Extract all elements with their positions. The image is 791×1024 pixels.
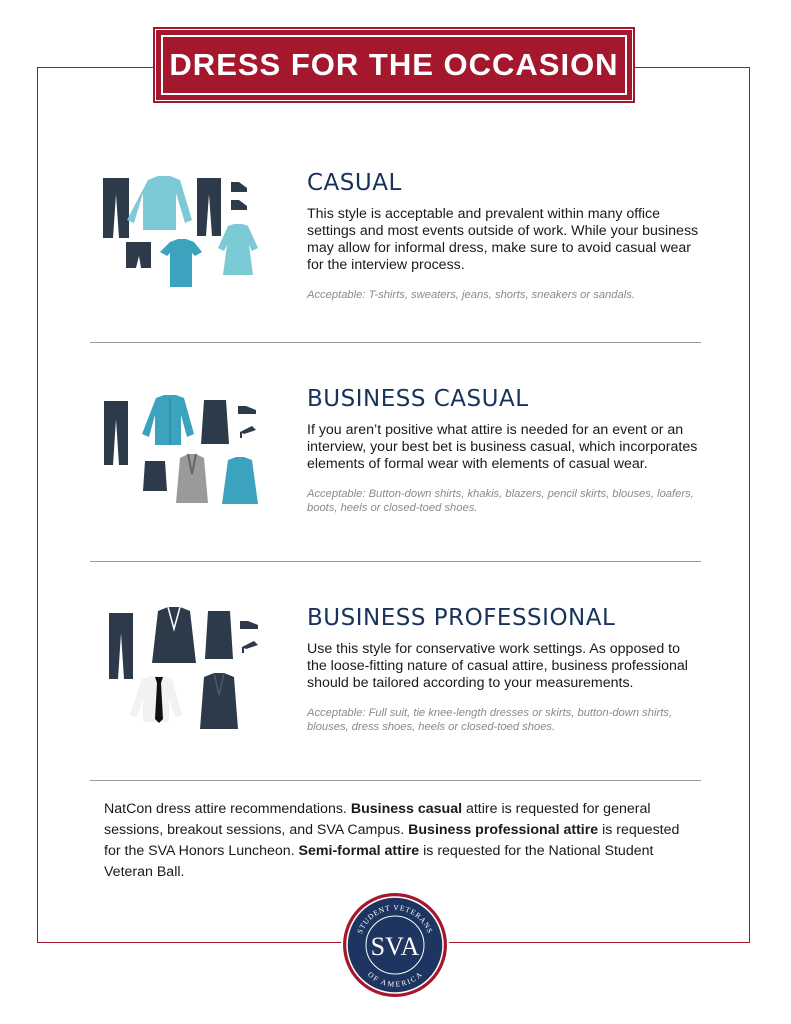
title-banner-inner bbox=[156, 30, 632, 100]
blazer-icon bbox=[176, 454, 208, 503]
note-text: is requested for the SVA Honors Luncheon. bbox=[104, 822, 680, 859]
pencil-skirt-icon bbox=[143, 461, 167, 491]
note-bold: Business casual bbox=[350, 801, 463, 817]
page-title: DRESS FOR THE OCCASION bbox=[169, 47, 619, 82]
section-acceptable: Acceptable: T-shirts, sweaters, jeans, shorts, sneakers or sandals. bbox=[307, 289, 635, 301]
section-divider bbox=[90, 780, 701, 781]
section-acceptable: Acceptable: Button-down shirts, khakis, blazers, pencil skirts, blouses, loafers, boots, heels or closed-toed shoes. bbox=[307, 488, 694, 514]
section-divider bbox=[90, 342, 701, 343]
section-heading: BUSINESS PROFESSIONAL bbox=[307, 605, 616, 631]
seal-top-text: STUDENT VETERANS bbox=[355, 902, 435, 935]
heel-icon bbox=[240, 426, 256, 438]
attire-recommendations-note bbox=[104, 799, 694, 883]
seal-center-text: SVA bbox=[370, 932, 420, 961]
section-casual-text bbox=[307, 170, 702, 302]
section-body: Use this style for conservative work settings. As opposed to the loose-fitting nature of casual attire, business professional should be tailored according to your measurements. bbox=[307, 641, 688, 691]
tshirt-icon bbox=[160, 239, 202, 287]
dress-shirt-icon bbox=[130, 676, 182, 723]
button-down-shirt-icon bbox=[142, 395, 194, 445]
suit-jacket-icon bbox=[152, 607, 196, 663]
heel-icon bbox=[242, 641, 258, 653]
blouse-icon bbox=[222, 457, 258, 504]
blouse-icon bbox=[218, 224, 258, 275]
business-professional-clothing-illustration bbox=[100, 605, 260, 735]
title-banner bbox=[153, 27, 635, 103]
skirt-icon bbox=[205, 611, 233, 659]
skirt-icon bbox=[201, 400, 229, 444]
sva-seal-logo bbox=[340, 890, 450, 1000]
suit-jacket-icon bbox=[200, 673, 238, 729]
suit-pants-icon bbox=[109, 613, 133, 679]
section-heading: CASUAL bbox=[307, 170, 402, 196]
note-bold: Business professional attire bbox=[408, 822, 599, 838]
section-business-casual-text bbox=[307, 386, 702, 515]
shorts-icon bbox=[126, 242, 151, 268]
jeans-icon bbox=[197, 178, 221, 236]
jeans-icon bbox=[103, 178, 129, 238]
section-business-professional-text bbox=[307, 605, 702, 734]
sweater-icon bbox=[127, 176, 192, 230]
trousers-icon bbox=[104, 401, 128, 465]
casual-clothing-illustration bbox=[100, 170, 260, 300]
section-divider bbox=[90, 561, 701, 562]
note-text: NatCon dress attire recommendations. bbox=[104, 801, 351, 817]
note-text: attire is requested for general sessions, breakout sessions, and SVA Campus. bbox=[104, 801, 651, 838]
dress-shoe-icon bbox=[240, 621, 258, 629]
seal-bottom-text: OF AMERICA bbox=[365, 969, 425, 989]
section-heading: BUSINESS CASUAL bbox=[307, 386, 529, 412]
note-bold: Semi-formal attire bbox=[298, 843, 420, 859]
section-body: If you aren’t positive what attire is needed for an event or an interview, your best bet is business casual, which incorporates elements of formal wear with elements of casual wear. bbox=[307, 422, 698, 472]
business-casual-clothing-illustration bbox=[100, 386, 260, 516]
loafer-icon bbox=[238, 406, 256, 414]
note-text: is requested for the National Student Veteran Ball. bbox=[104, 843, 654, 880]
section-acceptable: Acceptable: Full suit, tie knee-length dresses or skirts, button-down shirts, blouses, dress shoes, heels or closed-toed shoes. bbox=[307, 707, 673, 733]
sneaker-icon bbox=[231, 182, 247, 210]
section-body: This style is acceptable and prevalent within many office settings and most events outside of work. While your business may allow for informal dress, make sure to avoid casual wear for the interview process. bbox=[307, 206, 699, 273]
